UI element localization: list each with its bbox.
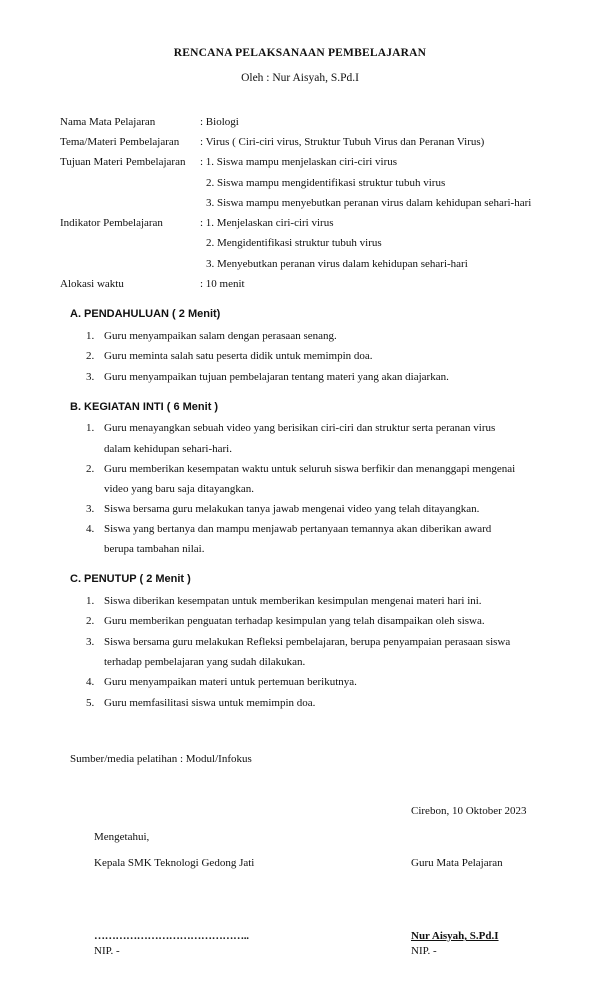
item-number: 2. <box>86 463 95 475</box>
section-c-heading: C. PENUTUP ( 2 Menit ) <box>70 573 191 585</box>
source-line: Sumber/media pelatihan : Modul/Infokus <box>70 753 252 765</box>
item-number: 4. <box>86 523 95 535</box>
item-text: Guru meminta salah satu peserta didik untuk memimpin doa. <box>104 350 373 362</box>
info-indicators <box>60 217 580 237</box>
item-text: Guru menayangkan sebuah video yang berisikan ciri-ciri dan struktur serta peranan virus <box>104 422 496 434</box>
info-subject <box>60 116 580 136</box>
item-text: Siswa yang bertanya dan mampu menjawab pertanyaan temannya akan diberikan award <box>104 523 492 535</box>
item-text: Guru menyampaikan materi untuk pertemuan berikutnya. <box>104 676 357 688</box>
teacher-nip: NIP. - <box>411 945 437 957</box>
info-theme <box>60 136 580 156</box>
item-text: Guru menyampaikan salam dengan perasaan senang. <box>104 330 337 342</box>
item-continuation: berupa tambahan nilai. <box>104 543 205 555</box>
info-value: 3. Menyebutkan peranan virus dalam kehidupan sehari-hari <box>206 258 468 270</box>
place-date: Cirebon, 10 Oktober 2023 <box>411 805 527 817</box>
info-value: : 1. Menjelaskan ciri-ciri virus <box>200 217 334 229</box>
teacher-title: Guru Mata Pelajaran <box>411 857 503 869</box>
item-text: Siswa bersama guru melakukan tanya jawab mengenai video yang telah ditayangkan. <box>104 503 480 515</box>
item-text: Siswa diberikan kesempatan untuk memberikan kesimpulan mengenai materi hari ini. <box>104 595 482 607</box>
principal-title: Kepala SMK Teknologi Gedong Jati <box>94 857 255 869</box>
principal-nip: NIP. - <box>94 945 120 957</box>
section-a-heading: A. PENDAHULUAN ( 2 Menit) <box>70 308 221 320</box>
item-text: Guru menyampaikan tujuan pembelajaran tentang materi yang akan diajarkan. <box>104 371 449 383</box>
item-number: 1. <box>86 422 95 434</box>
info-value: 2. Siswa mampu mengidentifikasi struktur tubuh virus <box>206 177 446 189</box>
info-label: Tujuan Materi Pembelajaran <box>60 156 186 168</box>
info-label: Indikator Pembelajaran <box>60 217 163 229</box>
item-text: Guru memfasilitasi siswa untuk memimpin doa. <box>104 697 316 709</box>
info-value: : Biologi <box>200 116 239 128</box>
item-text: Guru memberikan kesempatan waktu untuk seluruh siswa berfikir dan menanggapi mengenai <box>104 463 516 475</box>
item-number: 1. <box>86 595 95 607</box>
info-value: : 10 menit <box>200 278 245 290</box>
item-number: 3. <box>86 636 95 648</box>
info-label: Alokasi waktu <box>60 278 124 290</box>
info-label: Tema/Materi Pembelajaran <box>60 136 180 148</box>
info-indicators-cont <box>60 237 580 257</box>
item-number: 1. <box>86 330 95 342</box>
info-value: : 1. Siswa mampu menjelaskan ciri-ciri virus <box>200 156 398 168</box>
document-title: RENCANA PELAKSANAAN PEMBELAJARAN <box>173 47 427 59</box>
item-number: 3. <box>86 503 95 515</box>
item-continuation: terhadap pembelajaran yang sudah dilakukan. <box>104 656 306 668</box>
principal-name: …………………………………….. <box>94 930 249 942</box>
item-continuation: video yang baru saja ditayangkan. <box>104 483 254 495</box>
info-objectives-cont <box>60 177 580 197</box>
info-objectives-cont <box>60 197 580 217</box>
item-number: 2. <box>86 350 95 362</box>
item-text: Siswa bersama guru melakukan Refleksi pembelajaran, berupa penyampaian perasaan siswa <box>104 636 511 648</box>
author-line: Oleh : Nur Aisyah, S.Pd.I <box>241 72 359 84</box>
acknowledged-label: Mengetahui, <box>94 831 150 843</box>
item-number: 3. <box>86 371 95 383</box>
section-b-heading: B. KEGIATAN INTI ( 6 Menit ) <box>70 401 219 413</box>
teacher-name: Nur Aisyah, S.Pd.I <box>411 930 499 942</box>
item-number: 5. <box>86 697 95 709</box>
info-value: 3. Siswa mampu menyebutkan peranan virus dalam kehidupan sehari-hari <box>206 197 532 209</box>
item-text: Guru memberikan penguatan terhadap kesimpulan yang telah disampaikan oleh siswa. <box>104 615 485 627</box>
info-label: Nama Mata Pelajaran <box>60 116 156 128</box>
info-value: 2. Mengidentifikasi struktur tubuh virus <box>206 237 382 249</box>
info-value: : Virus ( Ciri-ciri virus, Struktur Tubuh Virus dan Peranan Virus) <box>200 136 485 148</box>
info-objectives <box>60 156 580 176</box>
info-indicators-cont <box>60 258 580 278</box>
item-number: 4. <box>86 676 95 688</box>
item-number: 2. <box>86 615 95 627</box>
item-continuation: dalam kehidupan sehari-hari. <box>104 443 232 455</box>
info-time <box>60 278 580 298</box>
